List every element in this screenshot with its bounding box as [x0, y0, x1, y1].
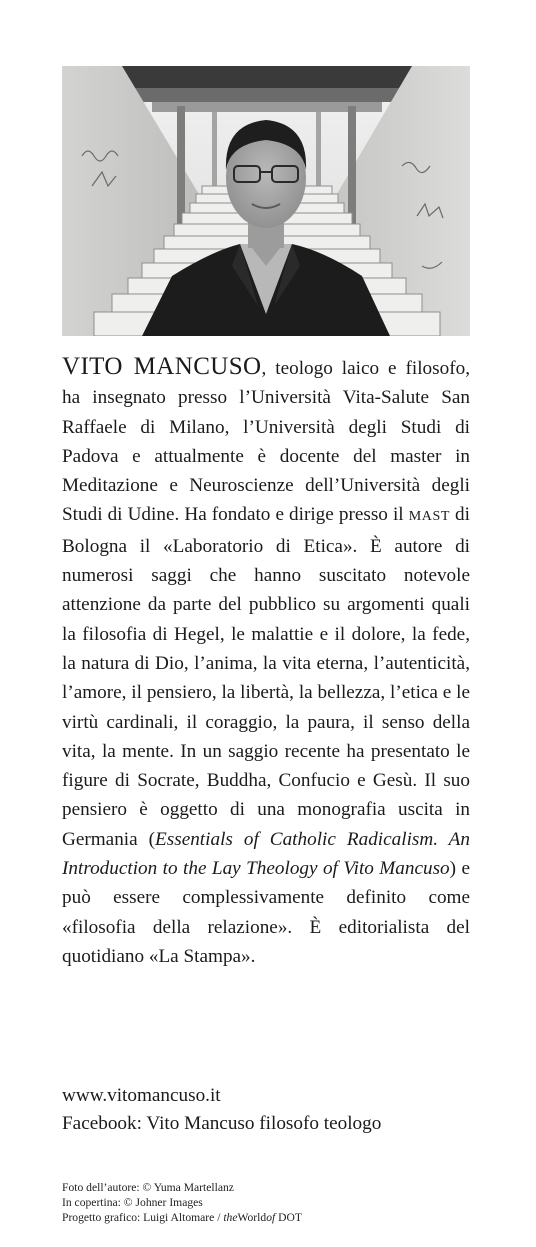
author-name: VITO MANCUSO — [62, 353, 262, 380]
mast-acronym: MAST — [408, 509, 450, 525]
design-credit — [62, 1210, 482, 1225]
bio-paragraph — [62, 352, 470, 971]
design-credit-world: World — [237, 1211, 267, 1225]
design-credit-the: the — [223, 1211, 238, 1225]
bio-text-2: di Bologna il «Laboratorio di Etica». È autore di numerosi saggi che hanno suscitato notevole attenzione da parte del pubblico su argomenti quali la filosofia di Hegel, le malattie e il dolore, la fede, la natura di Dio, l’anima, la vita eterna, l’autenticità, l’amore, il pensiero, la libertà, la bellezza, l’etica e le virtù cardinali, il coraggio, la paura, il senso della vita, la mente. In un saggio recente ha presentato le figure di Socrate, Buddha, Confucio e Gesù. Il suo pensiero è oggetto di una monografia uscita in Germania ( — [62, 504, 470, 850]
facebook-link[interactable]: Facebook: Vito Mancuso filosofo teologo — [62, 1113, 382, 1134]
design-credit-of: of — [266, 1211, 276, 1225]
author-links — [62, 1082, 482, 1138]
credits — [62, 1180, 482, 1226]
photo-credit: Foto dell’autore: © Yuma Martellanz — [62, 1181, 234, 1194]
author-photo-image — [62, 66, 470, 336]
design-credit-dot: DOT — [275, 1211, 302, 1225]
bio-text-3: ) e può essere complessivamente definito come «filosofia della relazione». È editorialista del quotidiano «La Stampa». — [62, 858, 470, 967]
author-photo — [62, 66, 470, 336]
bio-text-1: , teologo laico e filosofo, ha insegnato presso l’Università Vita-Salute San Raffaele di Milano, l’Università degli Studi di Padova e attualmente è docente del master in Meditazione e Neuroscienze dell’Università degli Studi di Udine. Ha fondato e dirige presso il — [62, 358, 470, 526]
website-link[interactable]: www.vitomancuso.it — [62, 1085, 221, 1106]
cover-credit: In copertina: © Johner Images — [62, 1196, 203, 1210]
design-credit-prefix: Progetto grafico: Luigi Altomare / — [62, 1211, 224, 1225]
author-bio — [62, 352, 470, 971]
book-title: Essentials of Catholic Radicalism. An Introduction to the Lay Theology of Vito Mancuso — [62, 828, 470, 880]
